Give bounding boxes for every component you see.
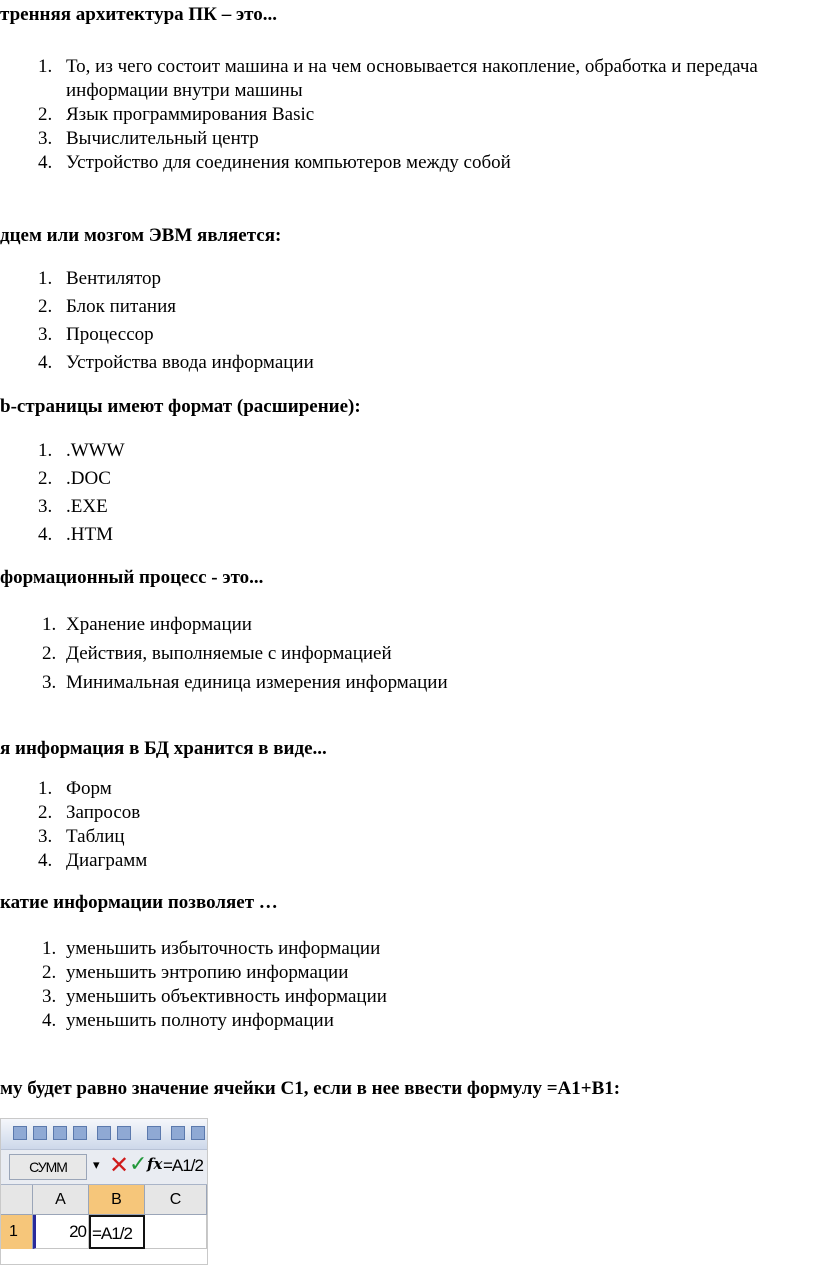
toolbar-icon[interactable] xyxy=(53,1126,67,1140)
list-item: 3. Процессор xyxy=(38,324,154,345)
grid-area xyxy=(1,1249,207,1264)
question-4-options xyxy=(42,610,448,697)
list-item: 2. уменьшить энтропию информации xyxy=(42,962,349,983)
question-1-options xyxy=(38,55,758,175)
list-item: 1. Хранение информации xyxy=(42,614,252,635)
name-box[interactable]: СУММ xyxy=(9,1154,87,1180)
question-3-options xyxy=(38,437,125,549)
list-item: 3. Минимальная единица измерения информации xyxy=(42,672,448,693)
question-1-title: тренняя архитектура ПК – это... xyxy=(0,4,277,25)
list-item: 2. Действия, выполняемые с информацией xyxy=(42,643,392,664)
list-item: 3. Таблиц xyxy=(38,826,125,847)
toolbar-icon[interactable] xyxy=(73,1126,87,1140)
formula-input[interactable]: =A1/2 xyxy=(163,1156,203,1175)
question-4-title: формационный процесс - это... xyxy=(0,567,264,588)
list-item: 4. уменьшить полноту информации xyxy=(42,1010,334,1031)
excel-toolbar xyxy=(1,1119,207,1150)
question-5-title: я информация в БД хранится в виде... xyxy=(0,738,327,759)
question-2-options xyxy=(38,265,314,377)
list-item: 2. Блок питания xyxy=(38,296,177,317)
formula-bar xyxy=(1,1150,207,1185)
question-3-title: b-страницы имеют формат (расширение): xyxy=(0,396,361,417)
list-item: 3. уменьшить объективность информации xyxy=(42,986,387,1007)
list-item: 2. Запросов xyxy=(38,802,141,823)
question-6-options xyxy=(42,937,387,1033)
cancel-icon[interactable]: ✕ xyxy=(109,1152,130,1179)
list-item: 2. Язык программирования Basic xyxy=(38,104,315,125)
question-2-title: дцем или мозгом ЭВМ является: xyxy=(0,225,282,246)
toolbar-icon[interactable] xyxy=(171,1126,185,1140)
column-header-c[interactable]: C xyxy=(145,1185,207,1215)
question-7-title: му будет равно значение ячейки С1, если в нее ввести формулу =А1+В1: xyxy=(0,1078,621,1099)
list-item: 3. .EXE xyxy=(38,496,108,517)
spreadsheet-screenshot xyxy=(0,1118,208,1265)
column-header-a[interactable]: A xyxy=(33,1185,89,1215)
question-5-options xyxy=(38,777,147,873)
select-all-corner[interactable] xyxy=(1,1185,33,1215)
list-item: 1. .WWW xyxy=(38,440,125,461)
list-item: 4. .HTM xyxy=(38,524,113,545)
list-item: 4. Диаграмм xyxy=(38,850,148,871)
list-item: информации внутри машины xyxy=(66,80,303,101)
toolbar-icon[interactable] xyxy=(191,1126,205,1140)
insert-function-icon[interactable]: fx xyxy=(147,1155,163,1173)
toolbar-icon[interactable] xyxy=(13,1126,27,1140)
list-item: 2. .DOC xyxy=(38,468,111,489)
list-item: 1. уменьшить избыточность информации xyxy=(42,938,381,959)
list-item: 1. То, из чего состоит машина и на чем основывается накопление, обработка и передача xyxy=(38,56,758,77)
row-header-1[interactable]: 1 xyxy=(1,1215,33,1249)
list-item: 4. Устройство для соединения компьютеров между собой xyxy=(38,152,511,173)
column-header-b[interactable]: B xyxy=(89,1185,145,1215)
enter-icon[interactable]: ✓ xyxy=(129,1151,148,1176)
cell-b1[interactable]: =A1/2 xyxy=(89,1215,145,1249)
toolbar-icon[interactable] xyxy=(147,1126,161,1140)
list-item: 1. Форм xyxy=(38,778,112,799)
question-6-title: катие информации позволяет … xyxy=(0,892,278,913)
cell-a1[interactable]: 20 xyxy=(33,1215,89,1249)
list-item: 3. Вычислительный центр xyxy=(38,128,259,149)
cell-c1[interactable] xyxy=(145,1215,207,1249)
dropdown-arrow-icon[interactable]: ▾ xyxy=(93,1157,100,1172)
toolbar-icon[interactable] xyxy=(33,1126,47,1140)
toolbar-icon[interactable] xyxy=(97,1126,111,1140)
toolbar-icon[interactable] xyxy=(117,1126,131,1140)
list-item: 4. Устройства ввода информации xyxy=(38,352,314,373)
list-item: 1. Вентилятор xyxy=(38,268,162,289)
